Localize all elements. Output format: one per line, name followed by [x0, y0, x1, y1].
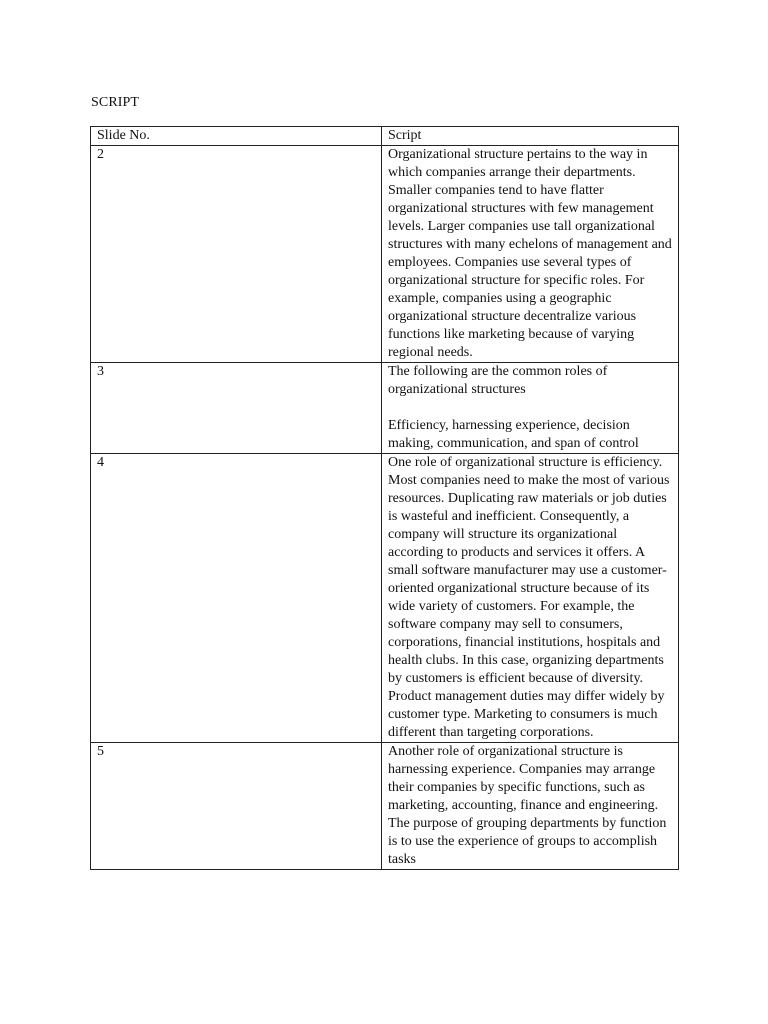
slide-number-cell: 3 [91, 363, 382, 454]
paragraph-gap [388, 399, 672, 417]
table-row [91, 454, 679, 743]
table-header-row [91, 127, 679, 146]
slide-number-cell: 4 [91, 454, 382, 743]
table-row [91, 743, 679, 870]
table-row [91, 363, 679, 454]
script-header: Script [382, 127, 679, 146]
script-cell [382, 454, 679, 743]
slide-number-cell: 2 [91, 146, 382, 363]
script-cell [382, 146, 679, 363]
script-cell [382, 363, 679, 454]
slide-number-cell: 5 [91, 743, 382, 870]
script-cell [382, 743, 679, 870]
slide-number-header: Slide No. [91, 127, 382, 146]
script-paragraph: One role of organizational structure is efficiency. Most companies need to make the most of various resources. Duplicating raw materials or job duties is wasteful and inefficient. Consequently, a company will structure its organizational according to products and services it offers. A small software manufacturer may use a customer-oriented organizational structure because of its wide variety of customers. For example, the software company may sell to consumers, corporations, financial institutions, hospitals and health clubs. In this case, organizing departments by customers is efficient because of diversity. Product management duties may differ widely by customer type. Marketing to consumers is much different than targeting corporations. [388, 455, 670, 740]
document-heading: SCRIPT [91, 95, 140, 110]
script-table [90, 126, 679, 870]
table-row [91, 146, 679, 363]
script-paragraph: Another role of organizational structure is harnessing experience. Companies may arrange their companies by specific functions, such as marketing, accounting, finance and engineering. The purpose of grouping departments by function is to use the experience of groups to accomplish tasks [388, 744, 667, 867]
script-paragraph: Efficiency, harnessing experience, decision making, communication, and span of control [388, 418, 639, 451]
script-paragraph: Organizational structure pertains to the way in which companies arrange their departments. Smaller companies tend to have flatter organizational structures with few management levels. Larger companies use tall organizational structures with many echelons of management and employees. Companies use several types of organizational structure for specific roles. For example, companies using a geographic organizational structure decentralize various functions like marketing because of varying regional needs. [388, 147, 672, 360]
script-paragraph: The following are the common roles of organizational structures [388, 364, 608, 397]
